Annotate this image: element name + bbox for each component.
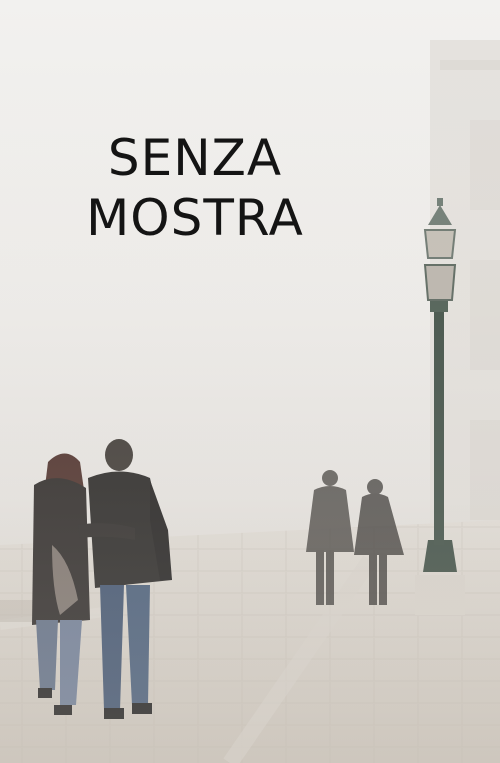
title-line-2: MOSTRA — [86, 189, 304, 247]
poster-title — [0, 128, 390, 248]
title-line-1: SENZA — [107, 129, 283, 187]
